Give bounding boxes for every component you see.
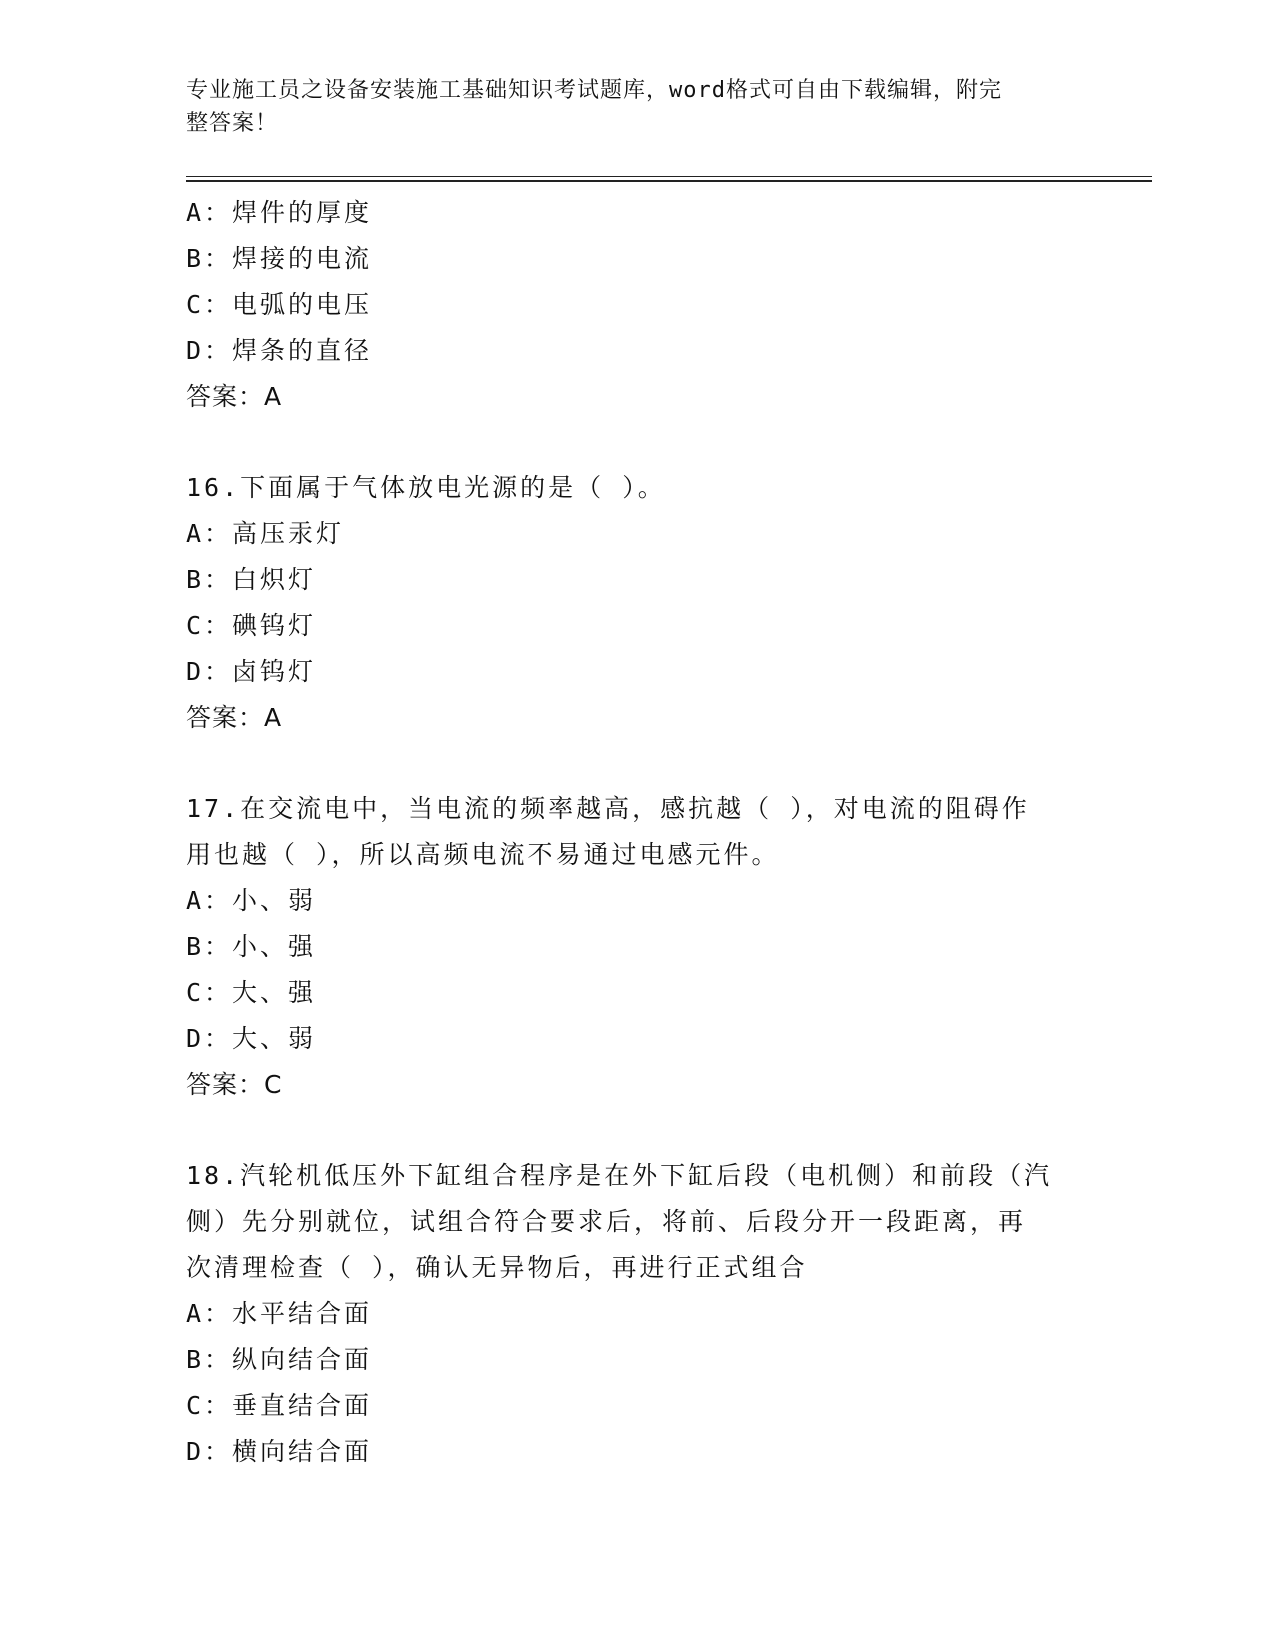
header-divider-thin — [186, 176, 1152, 177]
answer: 答案：A — [186, 703, 283, 732]
option-a: A：高压汞灯 — [186, 519, 345, 548]
document-header — [186, 74, 1066, 140]
question-18 — [186, 1153, 1086, 1475]
option-c: C：碘钨灯 — [186, 611, 317, 640]
option-d: D：横向结合面 — [186, 1437, 373, 1466]
option-c: C：垂直结合面 — [186, 1391, 373, 1420]
question-17 — [186, 786, 1086, 1108]
option-a: A：水平结合面 — [186, 1299, 373, 1328]
option-b: B：白炽灯 — [186, 565, 317, 594]
question-text-line-1: 17.在交流电中，当电流的频率越高，感抗越（ ），对电流的阻碍作 — [186, 794, 1030, 823]
header-title-line-2: 整答案！ — [186, 111, 279, 136]
question-16 — [186, 465, 1086, 741]
header-title-line-1: 专业施工员之设备安装施工基础知识考试题库，word格式可自由下载编辑，附完 — [186, 78, 1002, 103]
option-d: D：卤钨灯 — [186, 657, 317, 686]
option-a: A：焊件的厚度 — [186, 198, 373, 227]
answer: 答案：C — [186, 1070, 283, 1099]
question-text: 16.下面属于气体放电光源的是（ ）。 — [186, 473, 666, 502]
option-b: B：焊接的电流 — [186, 244, 373, 273]
option-b: B：小、强 — [186, 932, 317, 961]
question-text-line-3: 次清理检查（ ），确认无异物后，再进行正式组合 — [186, 1253, 808, 1282]
spacer — [186, 420, 1086, 465]
option-d: D：焊条的直径 — [186, 336, 373, 365]
question-text-line-1: 18.汽轮机低压外下缸组合程序是在外下缸后段（电机侧）和前段（汽 — [186, 1161, 1053, 1190]
header-divider-thick — [186, 180, 1152, 182]
question-15 — [186, 190, 1086, 420]
answer: 答案：A — [186, 382, 283, 411]
option-a: A：小、弱 — [186, 886, 317, 915]
option-b: B：纵向结合面 — [186, 1345, 373, 1374]
question-list — [186, 190, 1086, 1475]
spacer — [186, 741, 1086, 786]
option-c: C：大、强 — [186, 978, 317, 1007]
question-text-line-2: 用也越（ ），所以高频电流不易通过电感元件。 — [186, 840, 780, 869]
option-c: C：电弧的电压 — [186, 290, 373, 319]
spacer — [186, 1108, 1086, 1153]
question-text-line-2: 侧）先分别就位，试组合符合要求后，将前、后段分开一段距离，再 — [186, 1207, 1027, 1236]
option-d: D：大、弱 — [186, 1024, 317, 1053]
